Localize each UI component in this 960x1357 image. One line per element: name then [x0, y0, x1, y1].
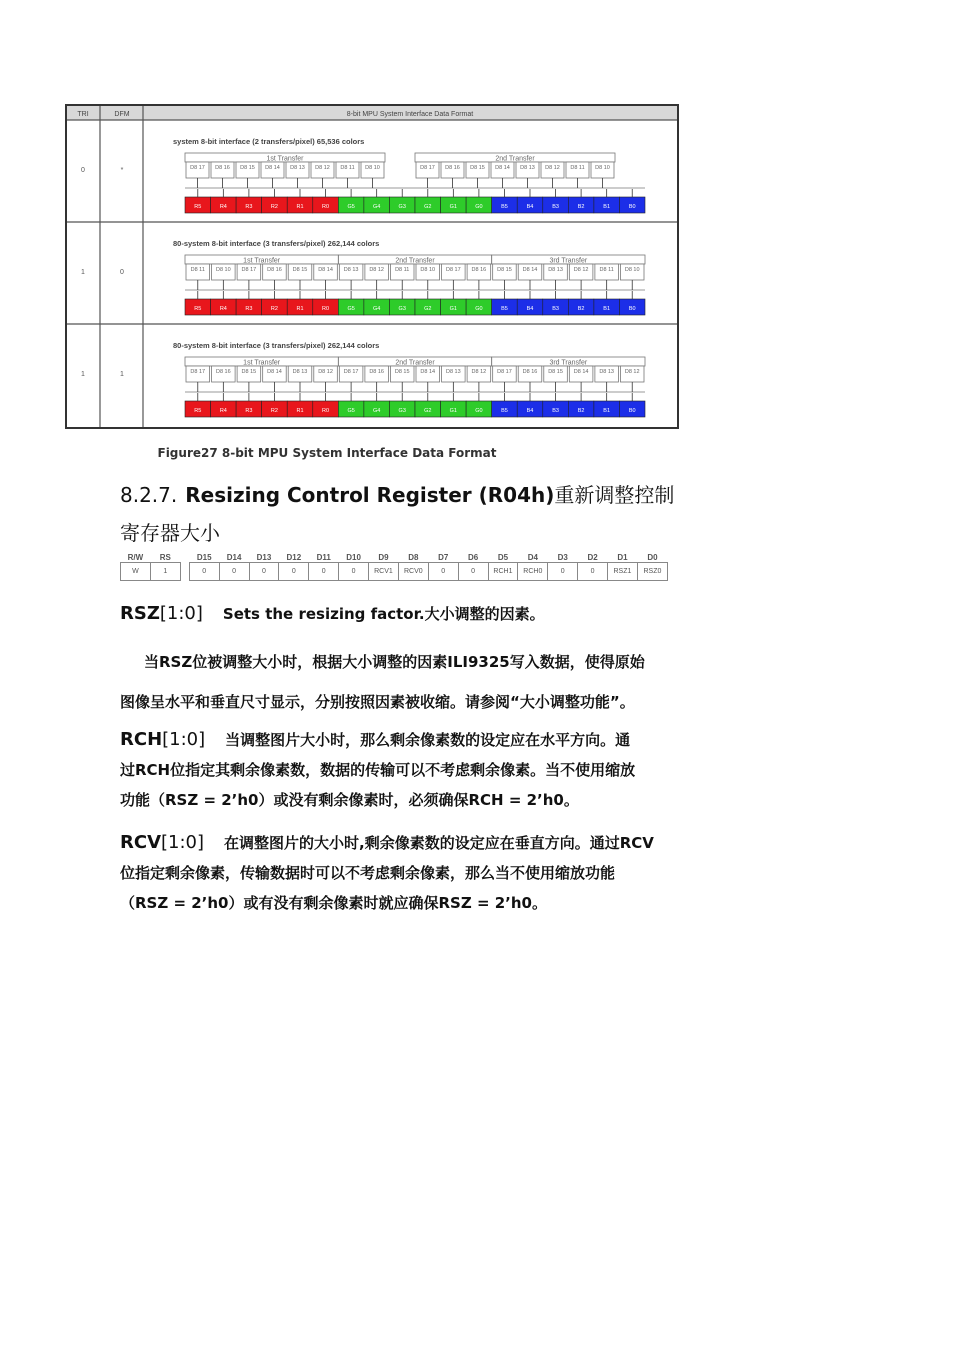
pixel-label: R5: [194, 306, 202, 312]
pixel-label: B5: [501, 204, 508, 210]
register-bit-value: W: [121, 563, 151, 581]
bit-label: D8 11: [340, 165, 355, 171]
section-title-cn: 重新调整控制寄存器大小: [120, 483, 675, 545]
register-bit-header: D3: [557, 553, 568, 562]
bit-label: D8 17: [190, 369, 206, 375]
transfer-label: 3rd Transfer: [549, 359, 588, 367]
bit-label: D8 14: [420, 369, 436, 375]
transfer-label: 2nd Transfer: [395, 257, 435, 265]
pixel-label: G3: [398, 408, 406, 414]
rcv-label: RCV[1:0]: [120, 832, 205, 853]
bit-label: D8 15: [394, 369, 410, 375]
dfm-header: DFM: [114, 111, 130, 118]
pixel-label: G4: [372, 204, 381, 210]
pixel-label: R1: [296, 204, 304, 210]
bit-label: D8 10: [595, 165, 610, 171]
pixel-label: R0: [322, 408, 330, 414]
pixel-label: B5: [501, 408, 508, 414]
register-bit-header: D1: [617, 553, 628, 562]
pixel-label: R5: [194, 408, 202, 414]
tri-value: 1: [81, 371, 85, 378]
pixel-label: R4: [219, 408, 227, 414]
register-bit-value: 0: [548, 563, 578, 581]
pixel-label: R0: [322, 204, 330, 210]
bit-label: D8 15: [548, 369, 563, 375]
bit-label: D8 17: [343, 369, 359, 375]
register-bit-header: D11: [316, 553, 331, 562]
pixel-label: B4: [526, 306, 534, 312]
rch-description: [120, 725, 674, 815]
format-title: system 8-bit interface (2 transfers/pixel) 65,536 colors: [173, 137, 365, 146]
rcv-line3: （RSZ = 2’h0）或有没有剩余像素时就应确保RSZ = 2’h0。: [120, 894, 547, 912]
transfer-label: 2nd Transfer: [395, 359, 435, 367]
pixel-label: B2: [577, 306, 585, 312]
bit-label: D8 10: [420, 267, 436, 273]
bit-label: D8 13: [290, 165, 305, 171]
section-number: 8.2.7.: [120, 483, 178, 507]
bit-label: D8 15: [470, 165, 485, 171]
pixel-label: B4: [526, 408, 534, 414]
register-bit-header: D7: [438, 553, 449, 562]
pixel-label: G5: [347, 408, 355, 414]
rsz-body-line1: 当RSZ位被调整大小时，根据大小调整的因素ILI9325写入数据，使得原始: [144, 653, 645, 671]
pixel-label: G1: [449, 408, 458, 414]
register-bit-value: 0: [249, 563, 279, 581]
bit-label: D8 12: [624, 369, 640, 375]
bit-label: D8 16: [215, 369, 231, 375]
rch-line3: 功能（RSZ = 2’h0）或没有剩余像素时，必须确保RCH = 2’h0。: [120, 791, 579, 809]
pixel-label: G0: [475, 408, 483, 414]
rch-line1: 当调整图片大小时，那么剩余像素数的设定应在水平方向。通: [225, 731, 631, 749]
bit-label: D8 17: [497, 369, 512, 375]
bit-label: D8 15: [241, 369, 257, 375]
rcv-line1: 在调整图片的大小时,剩余像素数的设定应在垂直方向。通过RCV: [224, 834, 654, 852]
section-heading: [120, 476, 680, 552]
register-bit-value: RCV1: [369, 563, 399, 581]
pixel-label: G2: [424, 204, 432, 210]
bit-label: D8 12: [471, 369, 487, 375]
register-bit-header: D10: [346, 553, 361, 562]
transfer-label: 3rd Transfer: [549, 257, 588, 265]
tri-value: 1: [81, 269, 85, 276]
dfm-value: *: [120, 167, 124, 174]
figure-caption: Figure27 8-bit MPU System Interface Data Format: [157, 446, 497, 460]
pixel-label: R3: [245, 204, 253, 210]
register-table: [120, 553, 668, 581]
pixel-label: B0: [628, 204, 636, 210]
pixel-label: B3: [552, 306, 559, 312]
transfer-label: 2nd Transfer: [495, 155, 535, 163]
register-bit-header: D4: [527, 553, 538, 562]
pixel-label: R5: [194, 204, 202, 210]
pixel-label: R4: [219, 204, 227, 210]
register-bit-value: RCV0: [398, 563, 428, 581]
register-bit-header: D0: [647, 553, 658, 562]
bit-label: D8 12: [315, 165, 330, 171]
pixel-label: G0: [475, 306, 483, 312]
pixel-label: G5: [347, 204, 355, 210]
pixel-label: B3: [552, 408, 559, 414]
register-header-row: [121, 553, 668, 563]
data-format-diagram: [67, 106, 677, 427]
register-bit-value: RCH1: [488, 563, 518, 581]
pixel-label: G3: [398, 306, 406, 312]
section-title: Resizing Control Register (R04h): [185, 483, 555, 507]
format-title: 80-system 8-bit interface (3 transfers/pixel) 262,144 colors: [173, 341, 380, 350]
bit-label: D8 14: [267, 369, 282, 375]
register-bit-value: 1: [150, 563, 180, 581]
tri-value: 0: [81, 167, 85, 174]
pixel-label: B2: [577, 204, 585, 210]
pixel-label: G2: [424, 408, 432, 414]
register-bit-header: R/W: [127, 553, 144, 562]
pixel-label: B4: [526, 204, 534, 210]
bit-label: D8 17: [420, 165, 435, 171]
rsz-label: RSZ[1:0]: [120, 603, 203, 624]
pixel-label: G4: [372, 306, 381, 312]
register-bit-header: D12: [286, 553, 302, 562]
bit-label: D8 14: [265, 165, 280, 171]
transfer-label: 1st Transfer: [243, 359, 281, 367]
bit-label: D8 13: [292, 369, 308, 375]
rsz-desc: Sets the resizing factor.大小调整的因素。: [222, 605, 545, 623]
register-bit-value: RCH0: [518, 563, 548, 581]
rcv-description: [120, 828, 674, 918]
pixel-label: B1: [603, 408, 611, 414]
bit-label: D8 10: [365, 165, 380, 171]
pixel-label: R0: [322, 306, 330, 312]
pixel-label: B0: [628, 306, 636, 312]
bit-label: D8 17: [445, 267, 461, 273]
bit-label: D8 13: [343, 267, 359, 273]
transfer-label: 1st Transfer: [266, 155, 304, 163]
tri-header: TRI: [77, 111, 89, 118]
rsz-body-line2: 图像呈水平和垂直尺寸显示，分别按照因素被收缩。请参阅“大小调整功能”。: [120, 693, 635, 711]
transfer-label: 1st Transfer: [243, 257, 281, 265]
register-bit-header: D5: [497, 553, 509, 562]
bit-label: D8 16: [369, 369, 385, 375]
bit-label: D8 13: [520, 165, 535, 171]
register-bit-value: 0: [458, 563, 488, 581]
bit-label: D8 12: [545, 165, 560, 171]
register-bit-value: RSZ1: [608, 563, 638, 581]
pixel-label: G5: [347, 306, 355, 312]
bit-label: D8 16: [522, 369, 538, 375]
pixel-label: G4: [372, 408, 381, 414]
bit-label: D8 17: [241, 267, 257, 273]
format-title: 80-system 8-bit interface (3 transfers/pixel) 262,144 colors: [173, 239, 380, 248]
bit-label: D8 16: [215, 165, 230, 171]
register-bit-header: D8: [408, 553, 419, 562]
pixel-label: R1: [296, 306, 304, 312]
pixel-label: R2: [270, 306, 278, 312]
bit-label: D8 10: [215, 267, 231, 273]
rch-label: RCH[1:0]: [120, 729, 206, 750]
register-bit-value: 0: [189, 563, 219, 581]
rcv-line2: 位指定剩余像素，传输数据时可以不考虑剩余像素，那么当不使用缩放功能: [120, 864, 616, 882]
register-bit-header: D6: [467, 553, 479, 562]
rch-line2: 过RCH位指定其剩余像素数，数据的传输可以不考虑剩余像素。当不使用缩放: [120, 761, 636, 779]
register-bit-value: 0: [279, 563, 309, 581]
data-format-figure: [65, 104, 679, 429]
pixel-label: B3: [552, 204, 559, 210]
pixel-label: G1: [449, 204, 458, 210]
bit-label: D8 16: [267, 267, 282, 273]
register-bit-value: RSZ0: [637, 563, 667, 581]
pixel-label: G0: [475, 204, 483, 210]
pixel-label: B0: [628, 408, 636, 414]
register-bit-value: 0: [309, 563, 339, 581]
register-bit-header: D15: [196, 553, 212, 562]
bit-label: D8 14: [522, 267, 538, 273]
bit-label: D8 13: [599, 369, 615, 375]
pixel-label: G1: [449, 306, 458, 312]
register-bit-value: 0: [219, 563, 249, 581]
bit-label: D8 14: [573, 369, 589, 375]
bit-label: D8 15: [240, 165, 255, 171]
register-bit-header: D13: [256, 553, 272, 562]
register-bit-header: RS: [159, 553, 171, 562]
register-bit-value: 0: [428, 563, 458, 581]
bit-label: D8 15: [292, 267, 308, 273]
pixel-label: B1: [603, 204, 611, 210]
register-value-row: [121, 563, 668, 581]
register-bit-header: D14: [226, 553, 242, 562]
bit-label: D8 16: [445, 165, 460, 171]
dfm-value: 1: [120, 371, 124, 378]
dfm-value: 0: [120, 269, 124, 276]
pixel-label: R2: [270, 408, 278, 414]
bit-label: D8 11: [570, 165, 585, 171]
pixel-label: G3: [398, 204, 406, 210]
bit-label: D8 11: [395, 267, 410, 273]
bit-label: D8 11: [599, 267, 614, 273]
bit-label: D8 12: [369, 267, 385, 273]
bit-label: D8 14: [495, 165, 510, 171]
pixel-label: B1: [603, 306, 611, 312]
bit-label: D8 13: [548, 267, 563, 273]
bit-label: D8 13: [445, 369, 461, 375]
rsz-body: [120, 642, 674, 722]
pixel-label: R3: [245, 306, 253, 312]
pixel-label: R4: [219, 306, 227, 312]
pixel-label: G2: [424, 306, 432, 312]
register-bit-header: D2: [587, 553, 598, 562]
register-bit-value: 0: [339, 563, 369, 581]
pixel-label: B2: [577, 408, 585, 414]
bit-label: D8 15: [497, 267, 512, 273]
rsz-description: [120, 600, 674, 628]
bit-label: D8 11: [190, 267, 205, 273]
bit-label: D8 12: [318, 369, 333, 375]
bit-label: D8 14: [318, 267, 333, 273]
pixel-label: R3: [245, 408, 253, 414]
format-header: 8-bit MPU System Interface Data Format: [346, 111, 474, 118]
register-bit-value: 0: [578, 563, 608, 581]
pixel-label: R1: [296, 408, 304, 414]
pixel-label: B5: [501, 306, 508, 312]
pixel-label: R2: [270, 204, 278, 210]
bit-label: D8 17: [190, 165, 205, 171]
bit-label: D8 16: [471, 267, 487, 273]
register-bit-header: D9: [378, 553, 389, 562]
bit-label: D8 12: [573, 267, 589, 273]
bit-label: D8 10: [624, 267, 640, 273]
